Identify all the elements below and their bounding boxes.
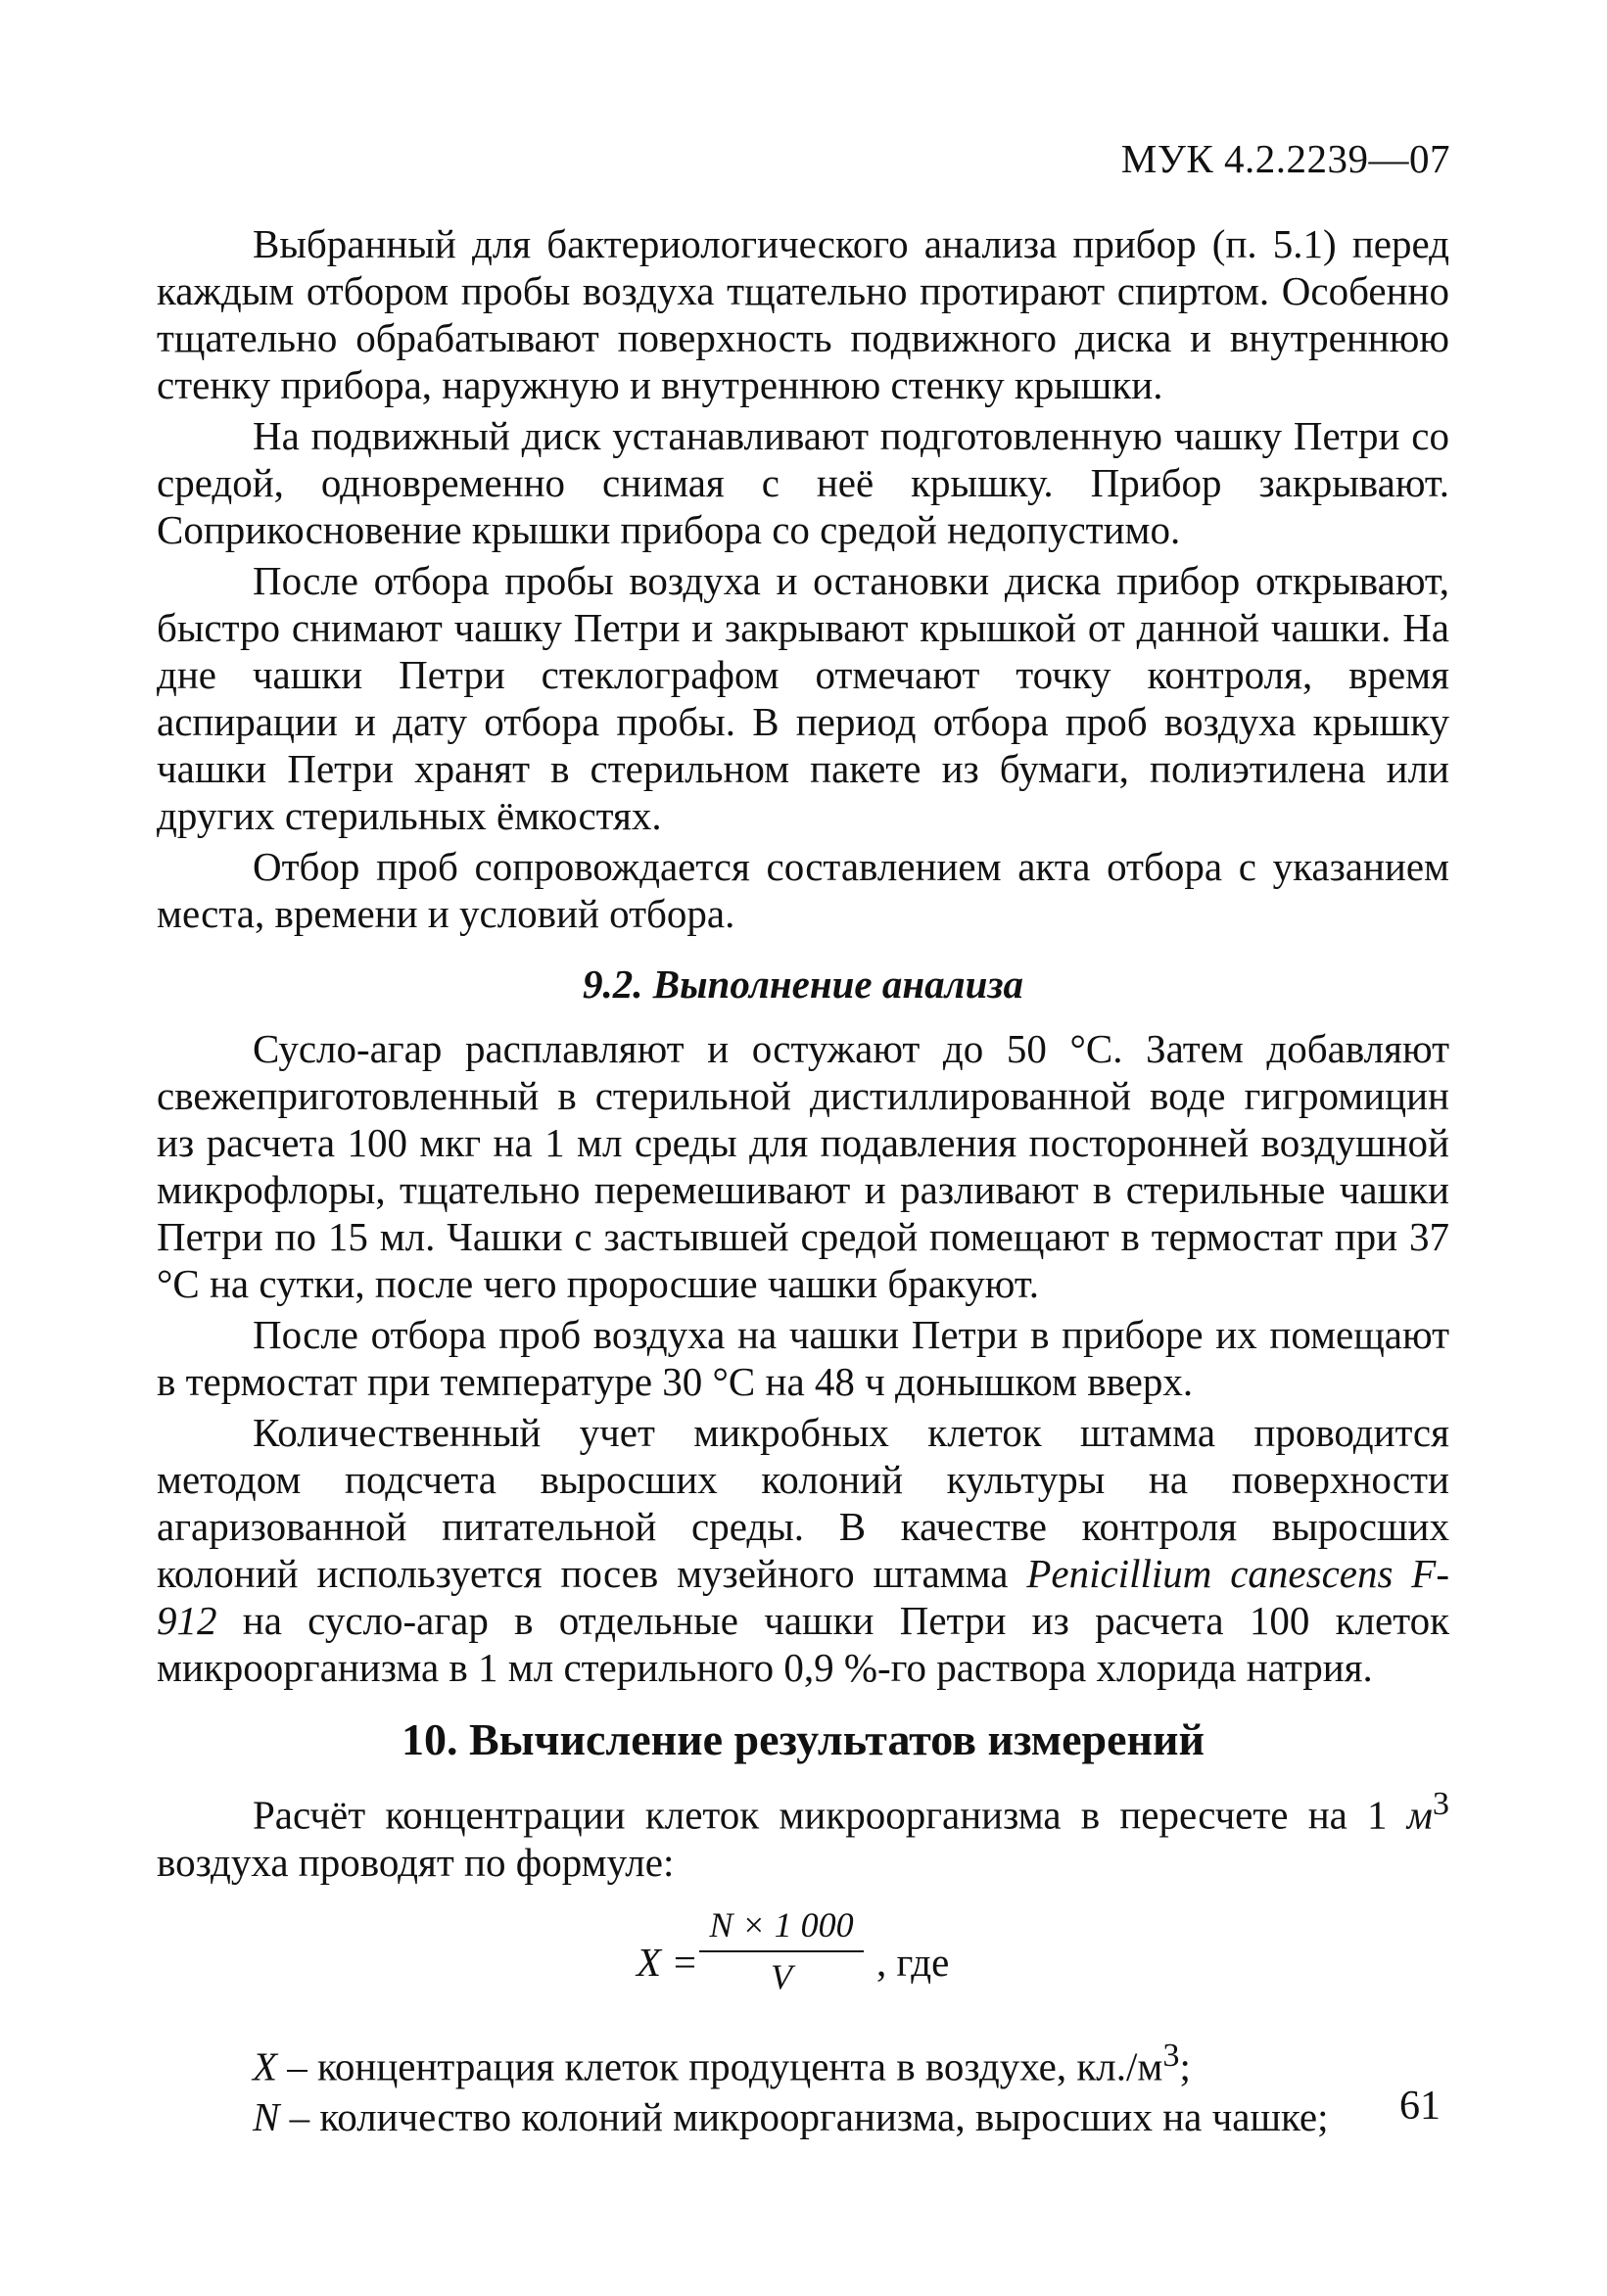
definition-text: – концентрация клеток продуцента в воздухе, кл./м (277, 2043, 1163, 2089)
definition-text: – количество колоний микроорганизма, выросших на чашке; (279, 2094, 1329, 2140)
section-heading-9-2: 9.2. Выполнение анализа (583, 961, 1023, 1007)
paragraph: После отбора пробы воздуха и остановки диска прибор открывают, быстро снимают чашку Петри и закрывают крышкой от данной чашки. На дне чашки Петри стеклографом отмечают точку контроля, время аспирации и дату отбора пробы. В период отбора проб воздуха крышку чашки Петри хранят в стерильном пакете из бумаги, полиэтилена или других стерильных ёмкостях. (157, 558, 1449, 838)
formula-fraction (693, 1903, 870, 1997)
formula-numerator: N × 1 000 (709, 1904, 854, 1945)
paragraph: Выбранный для бактериологического анализа прибор (п. 5.1) перед каждым отбором пробы воздуха тщательно протирают спиртом. Особенно тщательно обрабатывают поверхность подвижного диска и внутреннюю стенку прибора, наружную и внутреннюю стенку крышки. (157, 221, 1449, 407)
unit-text: м (1406, 1792, 1433, 1838)
document-code-header: МУК 4.2.2239—07 (1120, 136, 1450, 181)
definition-x (157, 2033, 1449, 2090)
paragraph: На подвижный диск устанавливают подготовленную чашку Петри со средой, одновременно снимая с неё крышку. Прибор закрывают. Соприкосновение крышки прибора со средой недопустимо. (157, 413, 1449, 552)
section-heading-10: 10. Вычисление результатов измерений (401, 1714, 1205, 1764)
paragraph: Отбор проб сопровождается составлением акта отбора с указанием места, времени и условий отбора. (157, 844, 1449, 936)
strain-name: Penicillium canescens F-912 (157, 1551, 1449, 1643)
paragraph-text: воздуха проводят по формуле: (157, 1839, 675, 1885)
superscript: 3 (1162, 2037, 1180, 2074)
paragraph-text: Расчёт концентрации клеток микроорганизма в пересчете на 1 (253, 1792, 1407, 1838)
definition-n (157, 2093, 1449, 2140)
formula-lhs: X = (637, 1939, 698, 1985)
paragraph-text: Количественный учет микробных клеток штамма проводится методом подсчета выросших колоний культуры на поверхности агаризованной питательной среды. В качестве контроля выросших колоний используется посев музейного штамма (157, 1410, 1449, 1596)
paragraph (157, 1781, 1449, 1886)
variable-symbol: N (253, 2094, 280, 2140)
paragraph: После отбора проб воздуха на чашки Петри в приборе их помещают в термостат при температуре 30 °С на 48 ч донышком вверх. (157, 1312, 1449, 1404)
paragraph: Сусло-агар расплавляют и остужают до 50 °С. Затем добавляют свежеприготовленный в стерильной дистиллированной воде гигромицин из расчета 100 мкг на 1 мл среды для подавления посторонней воздушной микрофлоры, тщательно перемешивают и разливают в стерильные чашки Петри по 15 мл. Чашки с застывшей средой помещают в термостат при 37 °С на сутки, после чего проросшие чашки бракуют. (157, 1026, 1449, 1306)
definition-text: ; (1179, 2043, 1191, 2089)
superscript: 3 (1432, 1786, 1449, 1822)
formula (157, 1903, 1449, 2019)
formula-tail: , где (876, 1939, 950, 1985)
paragraph-text: на сусло-агар в отдельные чашки Петри из расчета 100 клеток микроорганизма в 1 мл стерильного 0,9 %-го раствора хлорида натрия. (157, 1598, 1449, 1690)
page-number: 61 (1399, 2084, 1441, 2129)
formula-denominator: V (771, 1956, 792, 1996)
fraction-bar (699, 1950, 864, 1952)
paragraph (157, 1409, 1449, 1691)
page-content (157, 220, 1449, 2140)
variable-symbol: X (253, 2043, 278, 2089)
